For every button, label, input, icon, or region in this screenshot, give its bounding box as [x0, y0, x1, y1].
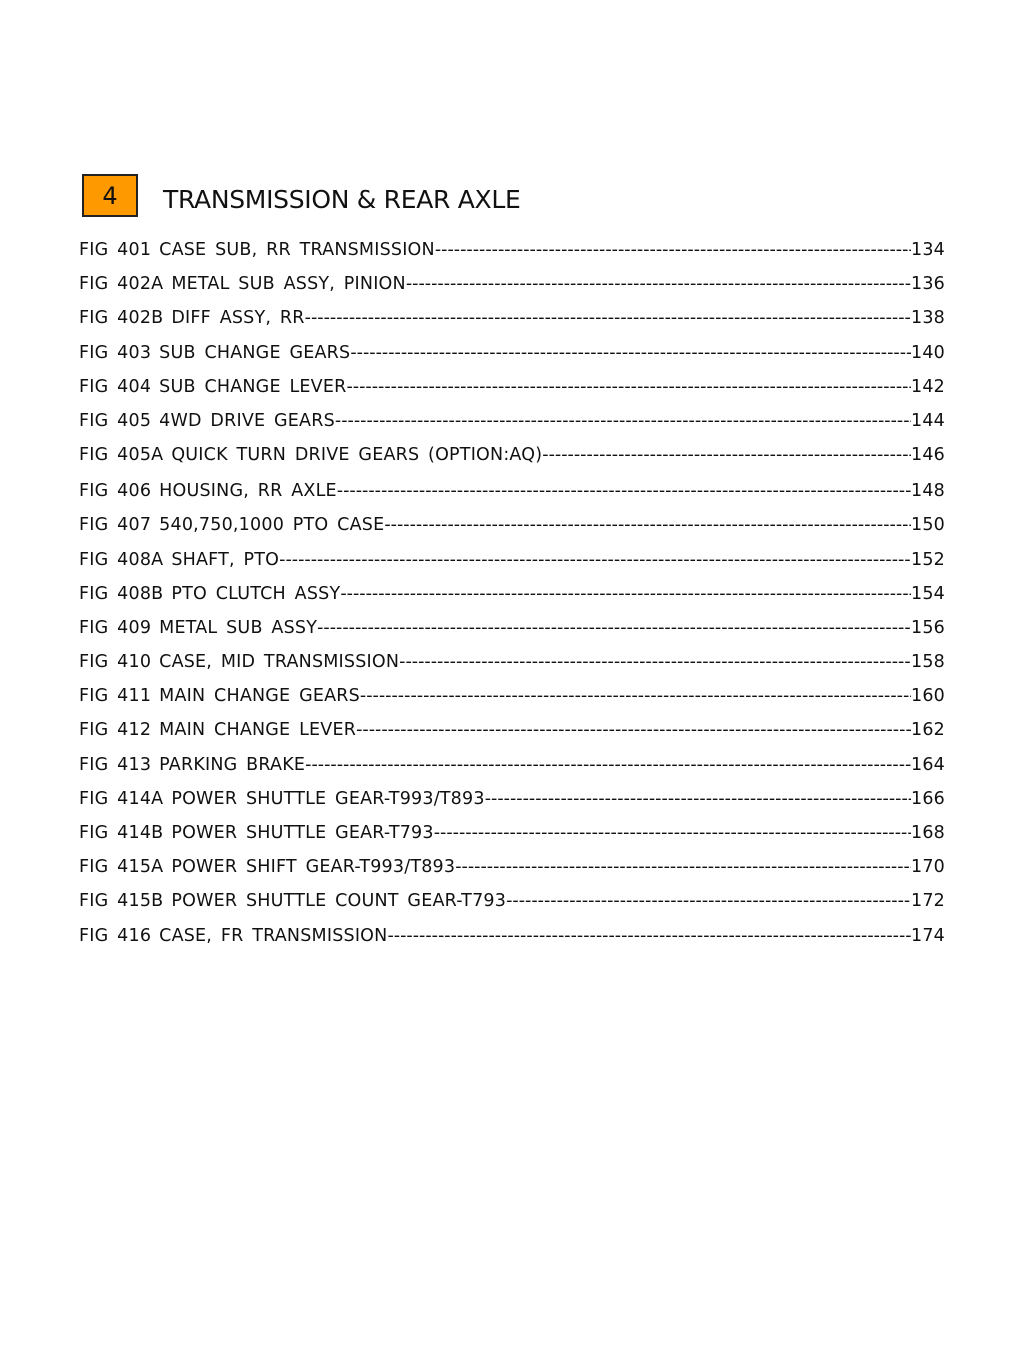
section-title: TRANSMISSION & REAR AXLE [163, 185, 521, 214]
toc-fig-number: FIG 412 [79, 720, 152, 741]
toc-entry-title: SHAFT, PTO [171, 549, 280, 570]
toc-entry-title: 540,750,1000 PTO CASE [159, 515, 385, 536]
toc-page-number: 168 [910, 823, 945, 843]
toc-page-number: 134 [910, 240, 945, 260]
table-of-contents [79, 240, 945, 960]
toc-page-number: 172 [910, 891, 945, 912]
toc-entry[interactable] [79, 618, 945, 652]
toc-page-number: 154 [910, 583, 945, 604]
toc-fig-number: FIG 414B [79, 823, 164, 843]
toc-page-number: 158 [910, 652, 945, 673]
toc-entry[interactable] [79, 445, 945, 481]
toc-entry-title: CASE, MID TRANSMISSION [159, 652, 400, 673]
toc-fig-number: FIG 415A [79, 857, 164, 878]
toc-page-number: 150 [910, 515, 945, 536]
toc-entry[interactable] [79, 789, 945, 823]
toc-fig-number: FIG 408A [79, 549, 164, 570]
toc-page-number: 164 [910, 754, 945, 775]
toc-entry-title: PTO CLUTCH ASSY [171, 583, 341, 604]
toc-dash-leader [455, 857, 911, 877]
toc-page-number: 174 [910, 925, 945, 946]
toc-entry-title: MAIN CHANGE LEVER [159, 720, 357, 741]
toc-entry-title: CASE, FR TRANSMISSION [159, 925, 388, 946]
toc-page-number: 170 [910, 857, 945, 878]
toc-dash-leader [350, 343, 911, 363]
toc-dash-leader [337, 481, 911, 501]
toc-entry-title: SUB CHANGE LEVER [159, 376, 347, 397]
toc-fig-number: FIG 413 [79, 754, 152, 775]
toc-entry[interactable] [79, 720, 945, 754]
toc-dash-leader [346, 377, 911, 397]
toc-dash-leader [305, 755, 911, 775]
toc-page-number: 136 [910, 274, 945, 295]
toc-page-number: 148 [910, 481, 945, 502]
toc-entry[interactable] [79, 584, 945, 618]
toc-dash-leader [542, 445, 911, 465]
toc-entry[interactable] [79, 515, 945, 549]
toc-fig-number: FIG 401 [79, 240, 152, 260]
toc-entry-title: PARKING BRAKE [159, 754, 306, 775]
toc-entry-title: POWER SHUTTLE GEAR-T793 [171, 823, 434, 843]
toc-fig-number: FIG 402B [79, 308, 164, 329]
toc-dash-leader [335, 411, 911, 431]
toc-fig-number: FIG 409 [79, 617, 152, 638]
toc-entry-title: SUB CHANGE GEARS [159, 342, 351, 363]
toc-entry-title: HOUSING, RR AXLE [159, 481, 337, 502]
toc-fig-number: FIG 407 [79, 515, 152, 536]
toc-page-number: 160 [910, 686, 945, 707]
toc-entry-title: CASE SUB, RR TRANSMISSION [159, 240, 435, 260]
toc-dash-leader [305, 308, 911, 328]
toc-entry[interactable] [79, 823, 945, 857]
section-number: 4 [102, 181, 118, 210]
section-number-badge [82, 174, 138, 217]
toc-entry-title: METAL SUB ASSY, PINION [171, 274, 406, 295]
toc-entry[interactable] [79, 343, 945, 377]
toc-fig-number: FIG 404 [79, 376, 152, 397]
toc-page-number: 152 [910, 549, 945, 570]
toc-dash-leader [360, 686, 911, 706]
toc-fig-number: FIG 405A [79, 445, 164, 466]
toc-dash-leader [384, 515, 911, 535]
toc-page-number: 138 [910, 308, 945, 329]
toc-fig-number: FIG 416 [79, 925, 152, 946]
toc-entry-title: MAIN CHANGE GEARS [159, 686, 360, 707]
toc-fig-number: FIG 402A [79, 274, 164, 295]
toc-entry-title: 4WD DRIVE GEARS [159, 410, 335, 431]
toc-page-number: 166 [910, 788, 945, 809]
toc-entry[interactable] [79, 377, 945, 411]
toc-entry-title: POWER SHUTTLE GEAR-T993/T893 [171, 788, 485, 809]
toc-fig-number: FIG 403 [79, 342, 152, 363]
toc-dash-leader [435, 240, 911, 260]
toc-entry[interactable] [79, 652, 945, 686]
toc-entry[interactable] [79, 686, 945, 720]
toc-page-number: 140 [910, 342, 945, 363]
toc-entry[interactable] [79, 926, 945, 960]
toc-fig-number: FIG 408B [79, 583, 164, 604]
toc-dash-leader [317, 618, 911, 638]
toc-entry[interactable] [79, 891, 945, 925]
toc-entry[interactable] [79, 308, 945, 342]
toc-dash-leader [340, 584, 911, 604]
toc-dash-leader [434, 823, 911, 843]
toc-entry[interactable] [79, 481, 945, 515]
toc-dash-leader [387, 926, 911, 946]
toc-entry[interactable] [79, 411, 945, 445]
toc-entry[interactable] [79, 240, 945, 274]
toc-entry[interactable] [79, 755, 945, 789]
toc-entry[interactable] [79, 550, 945, 584]
toc-entry-title: POWER SHUTTLE COUNT GEAR-T793 [171, 891, 507, 912]
toc-entry[interactable] [79, 274, 945, 308]
toc-dash-leader [485, 789, 911, 809]
toc-page-number: 142 [910, 376, 945, 397]
toc-entry[interactable] [79, 857, 945, 891]
toc-page-number: 144 [910, 410, 945, 431]
toc-page-number: 156 [910, 617, 945, 638]
toc-fig-number: FIG 415B [79, 891, 164, 912]
toc-fig-number: FIG 406 [79, 481, 152, 502]
toc-entry-title: DIFF ASSY, RR [171, 308, 305, 329]
toc-dash-leader [406, 274, 911, 294]
toc-dash-leader [356, 720, 911, 740]
toc-fig-number: FIG 414A [79, 788, 164, 809]
toc-entry-title: POWER SHIFT GEAR-T993/T893 [171, 857, 456, 878]
toc-fig-number: FIG 411 [79, 686, 152, 707]
toc-fig-number: FIG 405 [79, 410, 152, 431]
toc-fig-number: FIG 410 [79, 652, 152, 673]
toc-page-number: 146 [910, 445, 945, 466]
toc-dash-leader [279, 550, 911, 570]
toc-dash-leader [399, 652, 911, 672]
toc-page-number: 162 [910, 720, 945, 741]
toc-dash-leader [506, 891, 911, 911]
toc-entry-title: METAL SUB ASSY [159, 617, 318, 638]
toc-entry-title: QUICK TURN DRIVE GEARS (OPTION:AQ) [171, 445, 543, 466]
